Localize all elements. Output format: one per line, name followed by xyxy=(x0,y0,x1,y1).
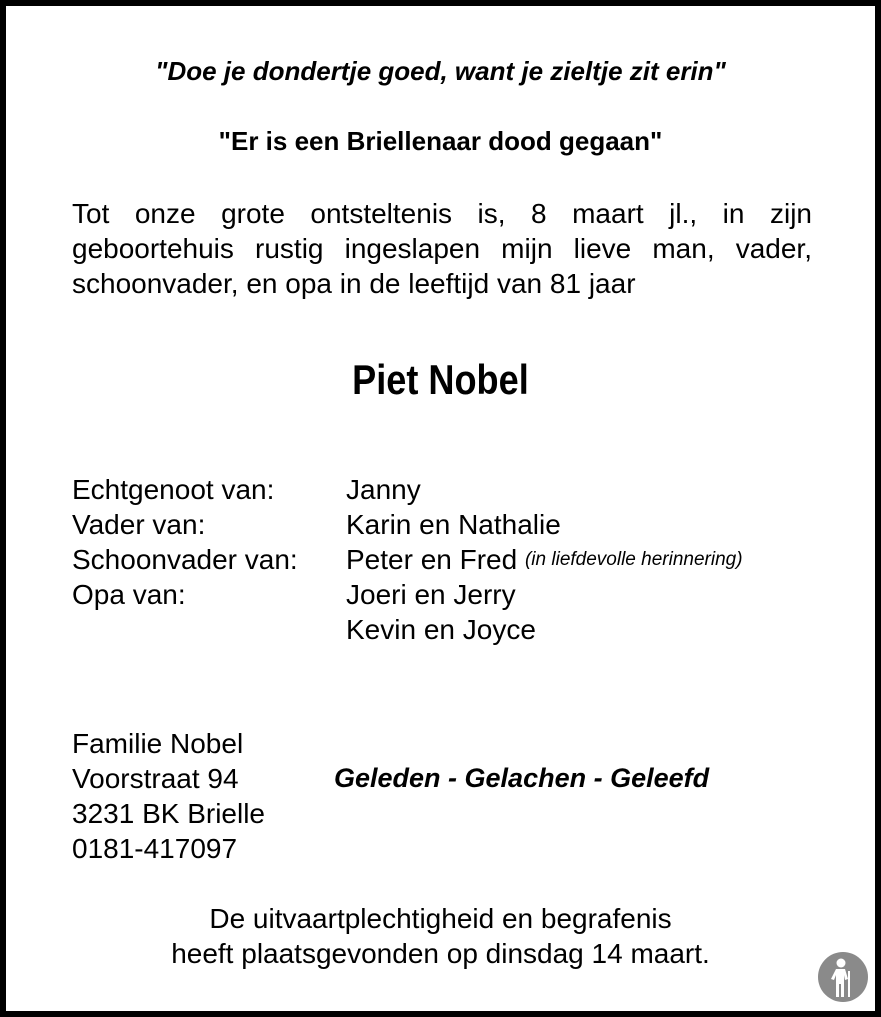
relation-names: Joeri en Jerry xyxy=(346,579,516,610)
relation-label xyxy=(72,612,346,647)
closing-line-2: heeft plaatsgevonden op dinsdag 14 maart. xyxy=(171,938,710,969)
address-family: Familie Nobel xyxy=(72,728,244,759)
relation-names: Kevin en Joyce xyxy=(346,614,536,645)
quote-top: "Doe je dondertje goed, want je zieltje zit erin" xyxy=(155,56,726,86)
relation-row xyxy=(72,507,743,542)
relation-label: Opa van: xyxy=(72,579,186,610)
address-phone: 0181-417097 xyxy=(72,833,238,864)
motto: Geleden - Gelachen - Geleefd xyxy=(334,763,710,793)
relation-names: Karin en Nathalie xyxy=(346,509,561,540)
memorial-figure-icon xyxy=(817,951,869,1003)
relation-row xyxy=(72,577,743,612)
relation-row xyxy=(72,542,743,577)
relation-label: Schoonvader van: xyxy=(72,544,298,575)
relation-row xyxy=(72,472,743,507)
relation-names: Janny xyxy=(346,474,421,505)
family-address xyxy=(72,726,265,866)
relation-row xyxy=(72,612,743,647)
relation-label: Vader van: xyxy=(72,509,206,540)
intro-text: Tot onze grote ontsteltenis is, 8 maart jl., in zijn geboortehuis rustig ingeslapen mijn lieve man, vader, schoonvader, en opa in de leeftijd van 81 jaar xyxy=(72,198,812,299)
relations-list xyxy=(72,472,743,647)
deceased-name: Piet Nobel xyxy=(352,356,529,403)
address-street: Voorstraat 94 xyxy=(72,763,239,794)
relation-names: Peter en Fred xyxy=(346,544,518,575)
relation-note: (in liefdevolle herinnering) xyxy=(524,549,743,570)
address-city: 3231 BK Brielle xyxy=(72,798,266,829)
closing-line-1: De uitvaartplechtigheid en begrafenis xyxy=(209,903,672,934)
relation-label: Echtgenoot van: xyxy=(72,474,275,505)
quote-second: "Er is een Briellenaar dood gegaan" xyxy=(218,126,663,156)
closing-text xyxy=(6,901,875,971)
